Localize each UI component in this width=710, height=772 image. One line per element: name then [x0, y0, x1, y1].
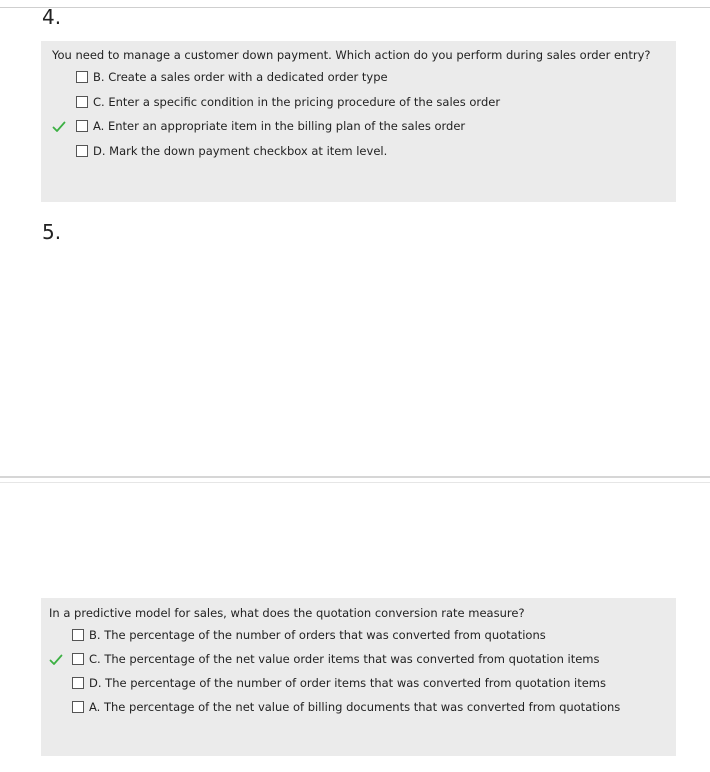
- question-6-text: In a predictive model for sales, what does the quotation conversion rate measure?: [49, 606, 525, 620]
- option-label: A. The percentage of the net value of billing documents that was converted from quotations: [89, 700, 621, 714]
- option-label: D. The percentage of the number of order items that was converted from quotation items: [89, 676, 606, 690]
- checkmark-icon: [52, 120, 66, 134]
- checkmark-icon: [49, 653, 63, 667]
- question-4-text: You need to manage a customer down payment. Which action do you perform during sales order entry?: [52, 48, 651, 62]
- checkbox-icon[interactable]: [72, 701, 84, 713]
- question-4-number: 4.: [42, 5, 62, 29]
- question-6-option[interactable]: [72, 627, 546, 643]
- question-4-panel: [41, 41, 676, 202]
- question-6-option[interactable]: [72, 651, 599, 667]
- question-6-option[interactable]: [72, 675, 606, 691]
- section-divider-shadow: [0, 482, 710, 483]
- option-label: B. Create a sales order with a dedicated order type: [93, 70, 388, 84]
- question-6-panel: [41, 598, 676, 756]
- question-5-number: 5.: [42, 220, 62, 244]
- section-divider: [0, 476, 710, 478]
- checkbox-icon[interactable]: [76, 96, 88, 108]
- checkbox-icon[interactable]: [76, 120, 88, 132]
- checkbox-icon[interactable]: [72, 677, 84, 689]
- question-4-option[interactable]: [76, 94, 500, 110]
- checkbox-icon[interactable]: [72, 653, 84, 665]
- question-6-option[interactable]: [72, 699, 620, 715]
- checkbox-icon[interactable]: [72, 629, 84, 641]
- option-label: D. Mark the down payment checkbox at item level.: [93, 144, 388, 158]
- option-label: B. The percentage of the number of orders that was converted from quotations: [89, 628, 546, 642]
- checkbox-icon[interactable]: [76, 71, 88, 83]
- top-divider: [0, 7, 710, 8]
- checkbox-icon[interactable]: [76, 145, 88, 157]
- question-4-option[interactable]: [76, 143, 387, 159]
- option-label: C. The percentage of the net value order items that was converted from quotation items: [89, 652, 600, 666]
- question-4-option[interactable]: [76, 118, 465, 134]
- option-label: C. Enter a specific condition in the pricing procedure of the sales order: [93, 95, 501, 109]
- option-label: A. Enter an appropriate item in the billing plan of the sales order: [93, 119, 466, 133]
- question-4-option[interactable]: [76, 69, 388, 85]
